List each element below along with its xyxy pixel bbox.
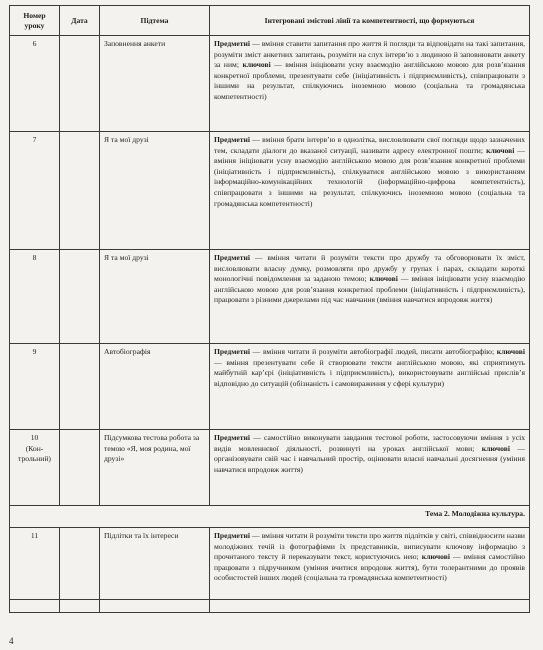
lesson-subtopic: Я та мої друзі [100, 132, 210, 250]
table-row [10, 344, 530, 430]
key-label: ключові [481, 443, 510, 453]
key-label: ключові [486, 145, 515, 155]
lesson-number-note: трольний) [18, 454, 51, 464]
page-number: 4 [9, 636, 14, 646]
header-date: Дата [60, 6, 100, 36]
subject-text: — вміння ставити запитання про життя й погляди та відповідати на такі запитання, розуміти зміст анкетних запитань, розуміти на слух інтерв’ю з людиною й заповнювати анкету за ним; [214, 39, 525, 70]
subject-label: Предметні [214, 135, 250, 144]
lesson-date [60, 36, 100, 132]
subject-label: Предметні [214, 347, 250, 356]
subject-label: Предметні [214, 433, 250, 442]
subject-text: — вміння читати й розуміти автобіографії людей, писати автобіографію; [250, 347, 497, 356]
lesson-date [60, 430, 100, 506]
lesson-number-value: 10 [30, 433, 39, 442]
lesson-competencies [210, 132, 530, 250]
key-text: — вміння ініціювати усну взаємодію англійською мовою для розв’язання конкретної проблеми (ініціативність і підприємливість), працювати з різними джерелами під час навчання (вміння навчатися впродовж життя) [214, 274, 525, 305]
key-label: ключові [369, 274, 398, 284]
table-row [10, 250, 530, 344]
footer-rule [9, 599, 529, 600]
lesson-competencies [210, 250, 530, 344]
lesson-date [60, 132, 100, 250]
lesson-number: 8 [10, 250, 60, 344]
table-header-row [10, 6, 530, 36]
key-label: ключові [496, 347, 525, 356]
subject-label: Предметні [214, 531, 250, 540]
lesson-competencies [210, 430, 530, 506]
table-row [10, 36, 530, 132]
key-text: — вміння ініціювати усну взаємодію англійською мовою для розв’язання конкретної проблеми (ініціативність і підприємливість), спілкуватися англійською мовою з використанням інформаційно-комунікаційних технологій (інформаційно-цифрова компетентність), співпрацювати з іншими на результат, спілкуючись іноземною мовою (соціальна та громадянська компетентності) [214, 145, 525, 208]
theme-title: Тема 2. Молодіжна культура. [10, 506, 530, 528]
subject-label: Предметні [214, 39, 250, 48]
table-row [10, 132, 530, 250]
key-label: ключові [242, 60, 271, 70]
subject-text: — вміння брати інтерв’ю в однолітка, висловлювати свої погляди щодо зазначених тем, складати діалоги до вказаної ситуації, називати адресу електронної пошти; [214, 135, 525, 155]
subject-text: — вміння читати й розуміти тексти про дружбу та обговорювати їх зміст, висловлювати власну думку, розмовляти про дружбу у групах і парах, складати короткі монологічні повідомлення за заданою темою; [214, 253, 525, 284]
lesson-plan-table [9, 5, 530, 613]
lesson-subtopic: Автобіографія [100, 344, 210, 430]
lesson-number: 9 [10, 344, 60, 430]
lesson-number: 7 [10, 132, 60, 250]
lesson-number-note: (Кон- [25, 443, 44, 453]
subject-text: — вміння читати й розуміти тексти про життя підлітків у світі, співвідносити назви молодіжних течій із фотографіями їх представників, виписувати ключову інформацію з прочитаного тексту й переказувати текст, користуючись нею; [214, 531, 525, 562]
subject-text: — самостійно виконувати завдання тестової роботи, застосовуючи вміння з усіх видів мовленнєвої діяльності, розвинуті на уроках англійської мови; [214, 433, 525, 453]
lesson-date [60, 250, 100, 344]
lesson-number: 6 [10, 36, 60, 132]
key-text: — організовувати свій час і навчальний простір, оцінювати власні навчальні досягнення (уміння навчатися впродовж життя) [214, 443, 525, 474]
lesson-competencies [210, 36, 530, 132]
lesson-number: 11 [10, 528, 60, 613]
key-text: — вміння ініціювати усну взаємодію англійською мовою для розв’язання конкретної проблеми, презентувати себе (ініціативність і підприємливість), співпрацювати з іншими на результат, спілкуючись іноземною мовою (соціальна та громадянська компетентності) [214, 60, 525, 101]
lesson-subtopic: Підлітки та їх інтереси [100, 528, 210, 613]
lesson-number [10, 430, 60, 506]
key-label: ключові [421, 552, 450, 562]
table-row [10, 430, 530, 506]
lesson-subtopic: Заповнення анкети [100, 36, 210, 132]
header-lesson-number: Номер уроку [10, 6, 60, 36]
lesson-competencies [210, 344, 530, 430]
lesson-subtopic: Я та мої друзі [100, 250, 210, 344]
key-text: — вміння презентувати себе й створювати тексти англійською мовою, які сприятимуть майбутній кар’єрі (ініціативність і підприємливість), використовувати англійські прислів’я відповідно до ситуацій (обізнаність і самовираження у сфері культури) [214, 357, 525, 388]
lesson-date [60, 344, 100, 430]
lesson-subtopic: Підсумкова тестова робота за темою «Я, моя родина, мої друзі» [100, 430, 210, 506]
header-competencies: Інтегровані змістові лінії та компетентності, що формуються [210, 6, 530, 36]
theme-row [10, 506, 530, 528]
subject-label: Предметні [214, 253, 250, 262]
key-text: — вміння самостійно працювати з підручником (уміння вчитися впродовж життя), бути толерантними до проявів особистостей інших людей (соціальна та громадянська компетентності) [214, 552, 525, 583]
header-subtopic: Підтема [100, 6, 210, 36]
